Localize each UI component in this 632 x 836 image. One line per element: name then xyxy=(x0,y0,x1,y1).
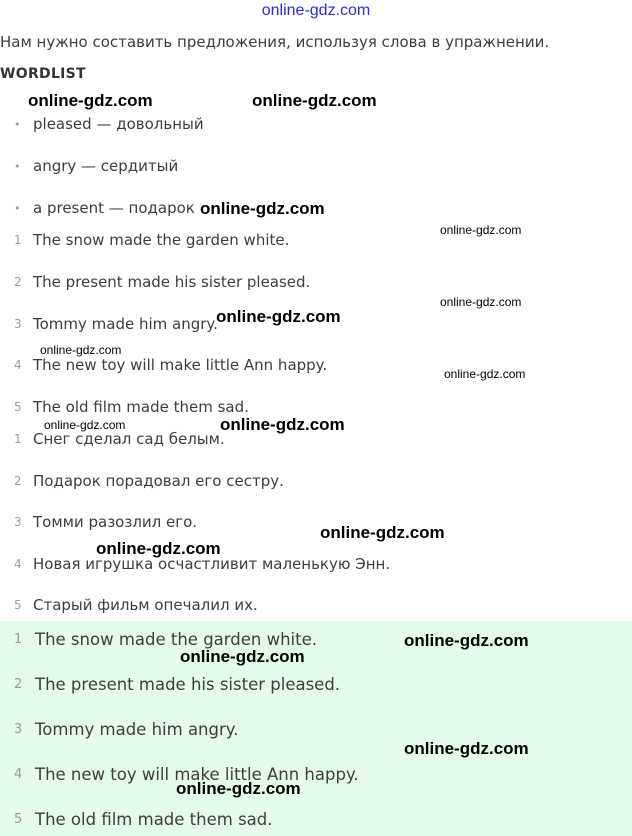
sentence-text: Подарок порадовал его сестру. xyxy=(33,472,284,490)
sentence-ru xyxy=(14,594,258,616)
sentence-text: The snow made the garden white. xyxy=(33,231,290,249)
sentence-number: 3 xyxy=(14,317,22,331)
bullet-icon: • xyxy=(14,117,21,131)
sentence-number: 1 xyxy=(14,233,22,247)
site-title[interactable]: online-gdz.com xyxy=(261,2,371,19)
sentence-number: 1 xyxy=(14,432,22,446)
answer-number: 3 xyxy=(14,721,23,737)
sentence-en xyxy=(14,271,310,293)
answer-text: The present made his sister pleased. xyxy=(35,674,341,694)
watermark: online-gdz.com xyxy=(252,91,377,110)
answer-text: The old film made them sad. xyxy=(35,809,273,829)
sentence-number: 5 xyxy=(14,400,22,414)
sentence-en xyxy=(14,229,289,251)
sentence-text: The present made his sister pleased. xyxy=(33,273,311,291)
sentence-text: Старый фильм опечалил их. xyxy=(33,596,258,614)
sentence-text: The new toy will make little Ann happy. xyxy=(33,356,328,374)
intro-text: Нам нужно составить предложения, используя слова в упражнении. xyxy=(0,33,550,51)
sentence-number: 2 xyxy=(14,275,22,289)
watermark: online-gdz.com xyxy=(28,91,153,110)
answer-number: 1 xyxy=(14,631,23,647)
bullet-icon: • xyxy=(14,201,21,215)
answer-text: The snow made the garden white. xyxy=(35,629,318,649)
watermark: online-gdz.com xyxy=(44,418,126,432)
wordlist-item-text: angry — сердитый xyxy=(33,157,179,175)
answer-text: The new toy will make little Ann happy. xyxy=(35,764,359,784)
wordlist-item xyxy=(14,155,178,177)
answer-number: 5 xyxy=(14,811,23,827)
watermark: online-gdz.com xyxy=(200,199,325,218)
watermark: online-gdz.com xyxy=(440,295,522,309)
wordlist-heading: WORDLIST xyxy=(0,66,86,82)
watermark: online-gdz.com xyxy=(320,523,445,542)
answer-row xyxy=(14,718,238,740)
watermark: online-gdz.com xyxy=(404,631,529,650)
sentence-ru xyxy=(14,511,197,533)
watermark: online-gdz.com xyxy=(96,539,221,558)
watermark: online-gdz.com xyxy=(440,223,522,237)
watermark: online-gdz.com xyxy=(444,367,526,381)
wordlist-item-text: pleased — довольный xyxy=(33,115,204,133)
sentence-text: Tommy made him angry. xyxy=(33,315,218,333)
answer-row xyxy=(14,808,273,830)
watermark: online-gdz.com xyxy=(220,415,345,434)
answer-number: 4 xyxy=(14,766,23,782)
answer-number: 2 xyxy=(14,676,23,692)
watermark: online-gdz.com xyxy=(176,779,301,798)
sentence-en xyxy=(14,396,249,418)
sentence-en xyxy=(14,354,327,376)
watermark: online-gdz.com xyxy=(404,739,529,758)
watermark: online-gdz.com xyxy=(216,307,341,326)
sentence-ru xyxy=(14,470,284,492)
sentence-number: 4 xyxy=(14,358,22,372)
sentence-number: 5 xyxy=(14,598,22,612)
sentence-number: 4 xyxy=(14,557,22,571)
answer-row xyxy=(14,673,340,695)
wordlist-item xyxy=(14,113,204,135)
answer-text: Tommy made him angry. xyxy=(35,719,239,739)
sentence-en xyxy=(14,313,218,335)
sentence-number: 3 xyxy=(14,515,22,529)
sentence-number: 2 xyxy=(14,474,22,488)
wordlist-item xyxy=(14,197,195,219)
sentence-text: Новая игрушка осчастливит маленькую Энн. xyxy=(33,555,391,573)
sentence-text: The old film made them sad. xyxy=(33,398,249,416)
bullet-icon: • xyxy=(14,159,21,173)
watermark: online-gdz.com xyxy=(40,343,122,357)
sentence-text: Томми разозлил его. xyxy=(33,513,198,531)
watermark: online-gdz.com xyxy=(180,647,305,666)
wordlist-item-text: a present — подарок xyxy=(33,199,195,217)
sentence-text: Снег сделал сад белым. xyxy=(33,430,225,448)
